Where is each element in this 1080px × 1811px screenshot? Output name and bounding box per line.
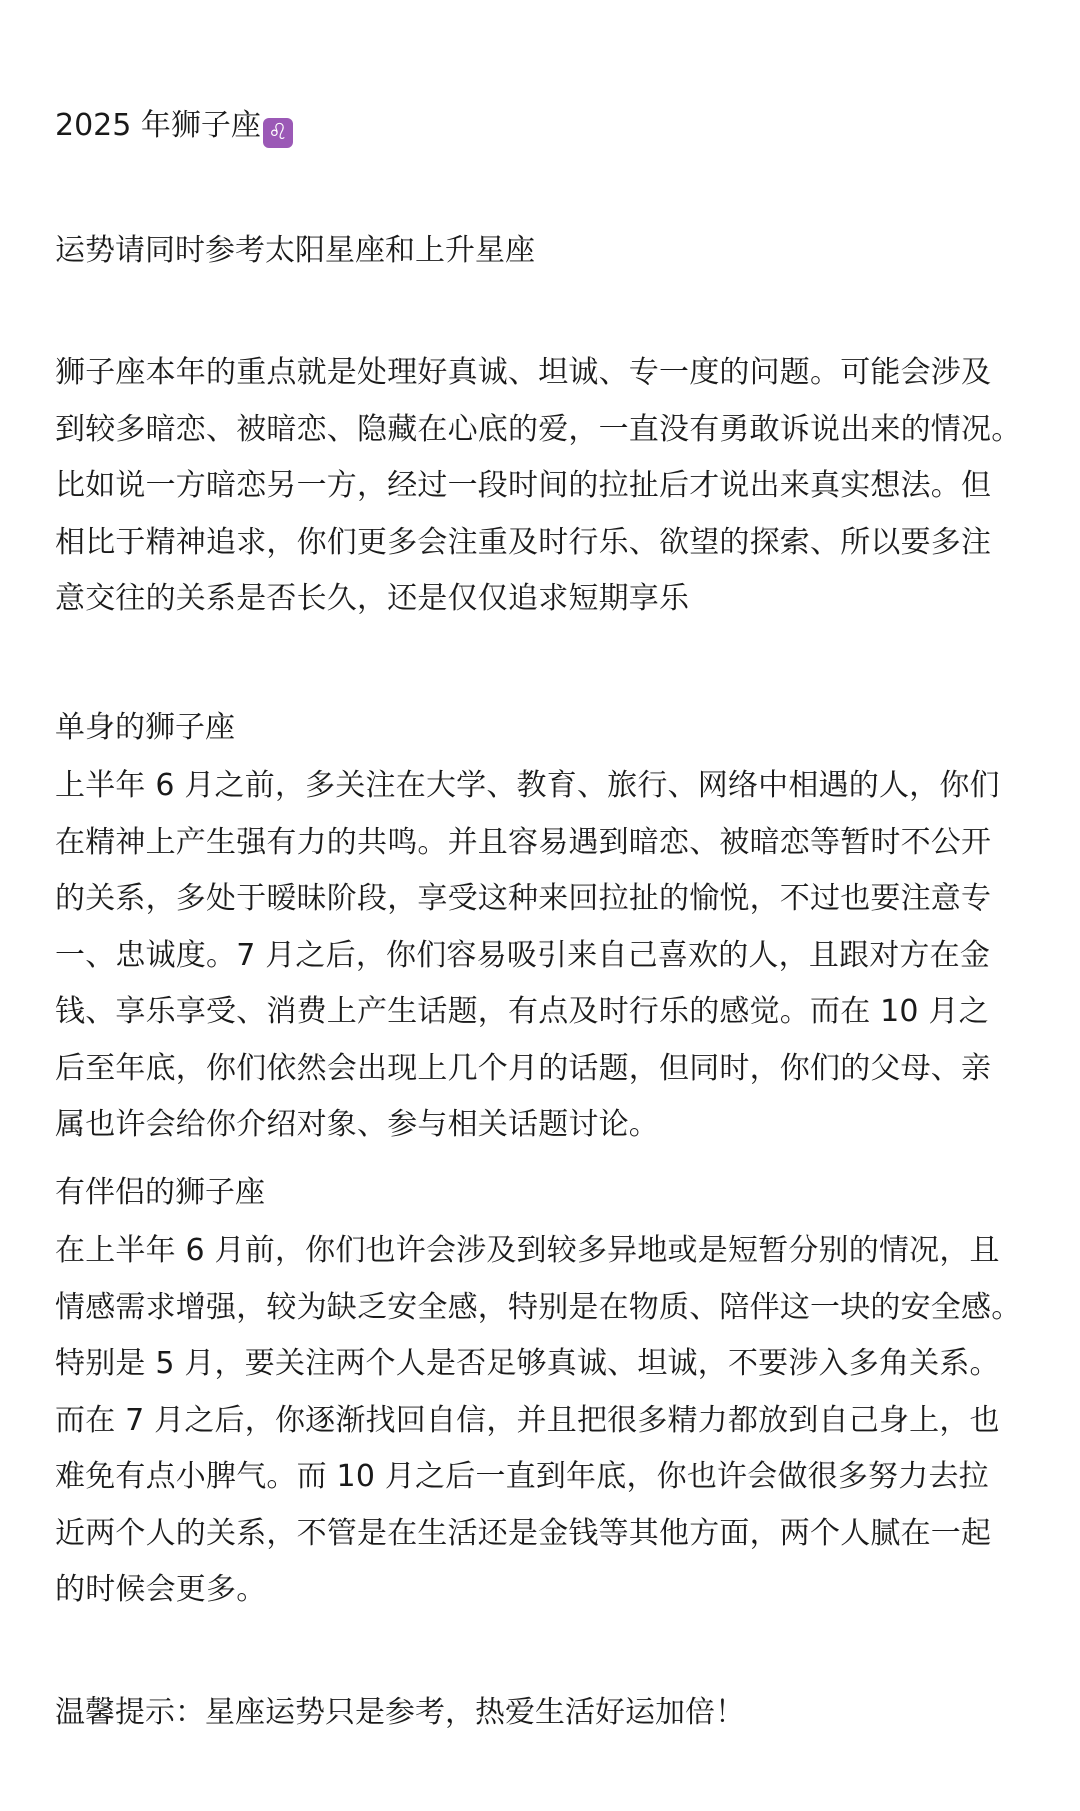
warm-tip: 温馨提示：星座运势只是参考，热爱生活好运加倍！ bbox=[55, 1695, 745, 1730]
intro-line: 相比于精神追求，你们更多会注重及时行乐、欲望的探索、所以要多注 bbox=[55, 524, 992, 560]
leo-icon: ♌ bbox=[263, 118, 293, 148]
partner-heading: 有伴侣的狮子座 bbox=[55, 1175, 265, 1210]
intro-line: 比如说一方暗恋另一方，经过一段时间的拉扯后才说出来真实想法。但 bbox=[55, 468, 992, 503]
single-heading: 单身的狮子座 bbox=[55, 710, 235, 745]
partner-line: 难免有点小脾气。而 10 月之后一直到年底，你也许会做很多努力去拉 bbox=[55, 1459, 989, 1494]
single-paragraph bbox=[55, 758, 1035, 1154]
partner-paragraph bbox=[55, 1223, 1035, 1619]
page-title bbox=[55, 98, 1035, 154]
single-line: 上半年 6 月之前，多关注在大学、教育、旅行、网络中相遇的人，你们 bbox=[55, 768, 1000, 803]
intro-line: 意交往的关系是否长久，还是仅仅追求短期享乐 bbox=[55, 581, 690, 616]
single-line: 钱、享乐享受、消费上产生话题，有点及时行乐的感觉。而在 10 月之 bbox=[55, 994, 989, 1029]
partner-line: 特别是 5 月，要关注两个人是否足够真诚、坦诚，不要涉入多角关系。 bbox=[55, 1346, 1000, 1381]
single-line: 的关系，多处于暧昧阶段，享受这种来回拉扯的愉悦，不过也要注意专 bbox=[55, 881, 992, 916]
partner-line: 在上半年 6 月前，你们也许会涉及到较多异地或是短暂分别的情况，且 bbox=[55, 1233, 1000, 1268]
single-line: 一、忠诚度。7 月之后，你们容易吸引来自己喜欢的人，且跟对方在金 bbox=[55, 937, 991, 973]
partner-line: 的时候会更多。 bbox=[55, 1572, 267, 1607]
partner-line: 近两个人的关系，不管是在生活还是金钱等其他方面，两个人腻在一起 bbox=[55, 1515, 992, 1551]
intro-line: 到较多暗恋、被暗恋、隐藏在心底的爱，一直没有勇敢诉说出来的情况。 bbox=[55, 411, 1022, 447]
intro-line: 狮子座本年的重点就是处理好真诚、坦诚、专一度的问题。可能会涉及 bbox=[55, 355, 992, 390]
intro-paragraph bbox=[55, 345, 1035, 628]
partner-line: 而在 7 月之后，你逐渐找回自信，并且把很多精力都放到自己身上，也 bbox=[55, 1402, 1000, 1438]
reference-note: 运势请同时参考太阳星座和上升星座 bbox=[55, 233, 535, 268]
title-text: 2025 年狮子座 bbox=[55, 108, 261, 143]
single-line: 在精神上产生强有力的共鸣。并且容易遇到暗恋、被暗恋等暂时不公开 bbox=[55, 824, 992, 860]
partner-line: 情感需求增强，较为缺乏安全感，特别是在物质、陪伴这一块的安全感。 bbox=[55, 1289, 1022, 1325]
single-line: 后至年底，你们依然会出现上几个月的话题，但同时，你们的父母、亲 bbox=[55, 1050, 992, 1086]
single-line: 属也许会给你介绍对象、参与相关话题讨论。 bbox=[55, 1107, 659, 1142]
